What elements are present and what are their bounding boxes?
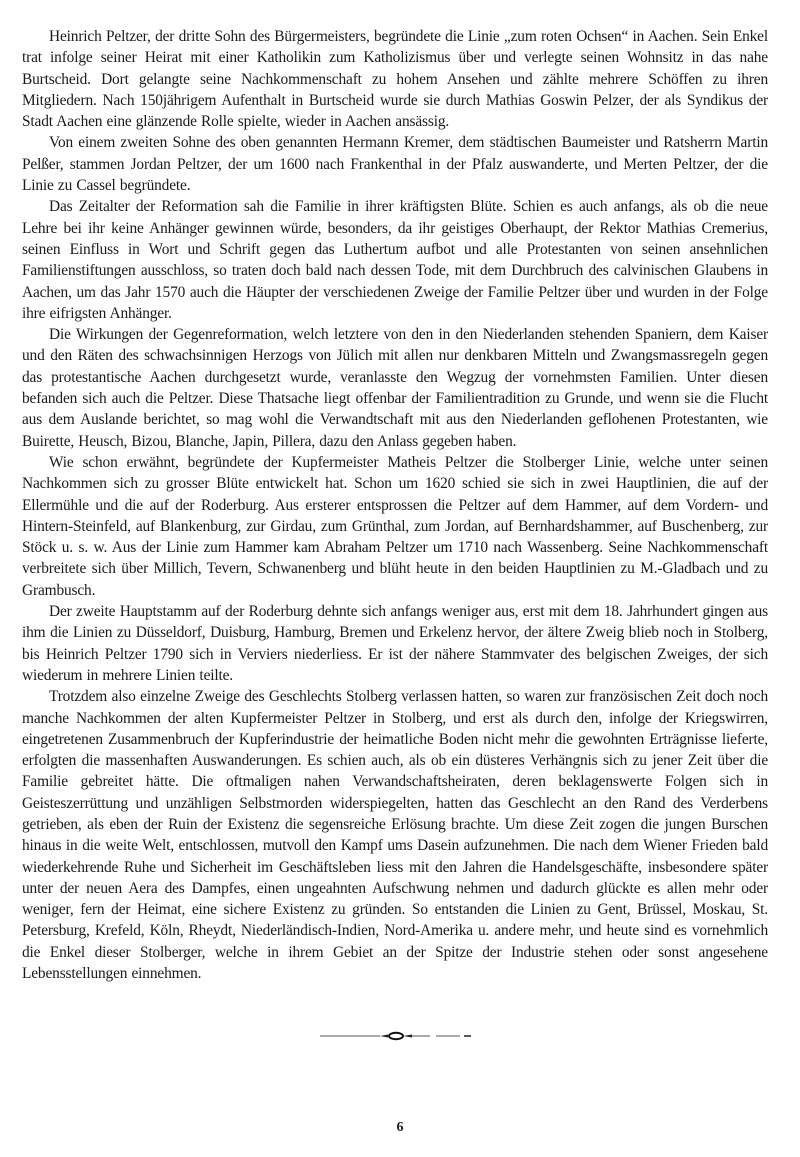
section-divider-ornament [318, 1030, 473, 1042]
paragraph-emigration: Trotzdem also einzelne Zweige des Geschlechts Stolberg verlassen hatten, so waren zur französischen Zeit doch noch manche Nachkommen der alten Kupfermeister Peltzer in Stolberg, und erst als durch den, infolge der Kriegswirren, eingetretenen Zusammenbruch der Kupferindustrie der heimatliche Boden nicht mehr die gewohnten Erträgnisse lieferte, erfolgten die massenhaften Auswanderungen. Es schien auch, als ob ein düsteres Verhängnis sich zu jener Zeit über die Familie gebreitet hätte. Die oftmaligen nahen Verwandschaftsheiraten, deren beklagenswerte Folgen sich in Geisteszerrüttung und unzähligen Selbstmorden widerspiegelten, hatten das Geschlecht an den Rand des Verderbens getrieben, als eben der Ruin der Existenz die segensreiche Erlösung brachte. Um diese Zeit zogen die jungen Burschen hinaus in die weite Welt, entschlossen, mutvoll den Kampf ums Dasein aufzunehmen. Die nach dem Wiener Frieden bald wiederkehrende Ruhe und Sicherheit im Geschäftsleben liess mit den Jahren die Handelsgeschäfte, insbesondere später unter der neuen Aera des Dampfes, einen ungeahnten Aufschwung nehmen und dadurch glückte es allen mehr oder weniger, fern der Heimat, eine sichere Existenz zu gründen. So entstanden die Linien zu Gent, Brüssel, Moskau, St. Petersburg, Krefeld, Köln, Rheydt, Niederländisch-Indien, Nord-Amerika u. andere mehr, und heute sind es vornehmlich die Enkel dieser Stolberger, welche in ihrem Gebiet an der Spitze der Industrie stehen oder sonst angesehene Lebensstellungen einnehmen. [22, 688, 768, 983]
paragraph-martin-pelsser: Von einem zweiten Sohne des oben genannten Hermann Kremer, dem städtischen Baumeister und Ratsherrn Martin Pelßer, stammen Jordan Peltzer, der um 1600 nach Frankenthal in der Pfalz auswanderte, und Merten Peltzer, der die Linie zu Cassel begründete. [22, 134, 768, 195]
document-body [22, 26, 768, 984]
paragraph-roderburg: Der zweite Hauptstamm auf der Roderburg dehnte sich anfangs weniger aus, erst mit dem 18. Jahrhundert gingen aus ihm die Linien zu Düsseldorf, Duisburg, Hamburg, Bremen und Erkelenz hervor, der ältere Zweig blieb noch in Stolberg, bis Heinrich Peltzer 1790 sich in Verviers niederliess. Er ist der nähere Stammvater des belgischen Zweiges, der sich wiederum in mehrere Linien teilte. [22, 603, 768, 684]
paragraph-counter-reformation: Die Wirkungen der Gegenreformation, welch letztere von den in den Niederlanden stehenden Spaniern, dem Kaiser und den Räten des schwachsinnigen Herzogs von Jülich mit allen nur denkbaren Mitteln und Zwangsmassregeln gegen das protestantische Aachen durchgesetzt wurde, veranlasste den Wegzug der vornehmsten Familien. Unter diesen befanden sich auch die Peltzer. Diese Thatsache liegt offenbar der Familientradition zu Grunde, und wenn sie die Flucht aus dem Auslande berichtet, so mag wohl die Verwandtschaft mit aus den Niederlanden geflohenen Protestanten, wie Buirette, Heusch, Bizou, Blanche, Japin, Pillera, dazu den Anlass gegeben haben. [22, 326, 768, 450]
paragraph-reformation: Das Zeitalter der Reformation sah die Familie in ihrer kräftigsten Blüte. Schien es auch anfangs, als ob die neue Lehre bei ihr keine Anhänger gewinnen würde, besonders, da ihr geistiges Oberhaupt, der Rektor Mathias Cremerius, seinen Einfluss in Wort und Schrift gegen das Luthertum aufbot und alle Protestanten von seinen ansehnlichen Familienstiftungen ausschloss, so traten doch bald nach dessen Tode, mit dem Durchbruch des calvinischen Glaubens in Aachen, um das Jahr 1570 auch die Häupter der verschiedenen Zweige der Familie Peltzer über und wurden in der Folge ihre eifrigsten Anhänger. [22, 198, 768, 322]
divider-center-oval [389, 1033, 403, 1039]
divider-arrow-left [380, 1035, 388, 1038]
divider-arrow-right [403, 1035, 412, 1038]
paragraph-stolberg-line: Wie schon erwähnt, begründete der Kupfermeister Matheis Peltzer die Stolberger Linie, welche unter seinen Nachkommen sich zu grosser Blüte entwickelt hat. Schon um 1620 schied sie sich in zwei Hauptlinien, die auf der Ellermühle und die auf der Roderburg. Aus ersterer entsprossen die Peltzer auf dem Hammer, auf dem Vordern- und Hintern-Steinfeld, auf Blankenburg, zur Girdau, zum Grünthal, zum Jordan, auf Bernhardshammer, auf Buschenberg, zur Stöck u. s. w. Aus der Linie zum Hammer kam Abraham Peltzer um 1710 nach Wassenberg. Seine Nachkommenschaft verbreitete sich über Millich, Tevern, Schwanenberg und blüht heute in den beiden Hauptlinien zu M.-Gladbach und zu Grambusch. [22, 453, 768, 599]
page-number: 6 [396, 1120, 404, 1135]
paragraph-hermann-line: Heinrich Peltzer, der dritte Sohn des Bürgermeisters, begründete die Linie „zum roten Ochsen“ in Aachen. Sein Enkel trat infolge seiner Heirat mit einer Katholikin zum Katholizismus über und verlegte seinen Wohnsitz in das nahe Burtscheid. Dort gelangte seine Nachkommenschaft zu hohem Ansehen und zählte mehrere Schöffen zu ihren Mitgliedern. Nach 150jährigem Aufenthalt in Burtscheid wurde sie durch Mathias Goswin Pelzer, der als Syndikus der Stadt Aachen eine glänzende Rolle spielte, wieder in Aachen ansässig. [22, 28, 768, 131]
